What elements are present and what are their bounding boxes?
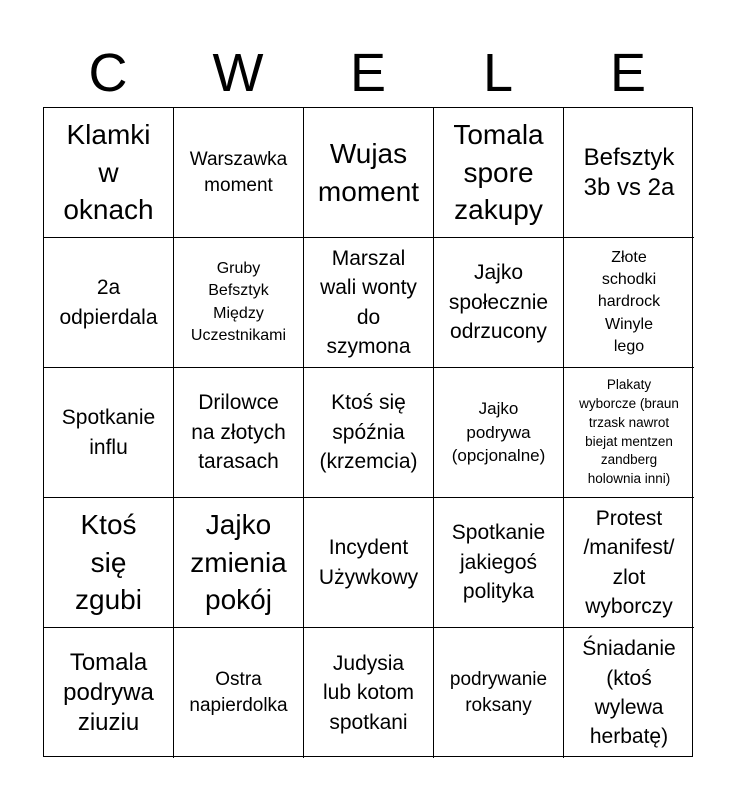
- bingo-cell[interactable]: Jajko podrywa (opcjonalne): [434, 368, 564, 498]
- bingo-cell[interactable]: Spotkanie jakiegoś polityka: [434, 498, 564, 628]
- bingo-cell[interactable]: Protest /manifest/ zlot wyborczy: [564, 498, 694, 628]
- header-letter: L: [482, 43, 514, 103]
- header-letter: W: [212, 43, 264, 103]
- bingo-cell[interactable]: Befsztyk 3b vs 2a: [564, 108, 694, 238]
- bingo-cell[interactable]: 2a odpierdala: [44, 238, 174, 368]
- bingo-cell[interactable]: Gruby Befsztyk Między Uczestnikami: [174, 238, 304, 368]
- bingo-cell[interactable]: Tomala spore zakupy: [434, 108, 564, 238]
- bingo-cell[interactable]: Tomala podrywa ziuziu: [44, 628, 174, 758]
- header-letter: E: [609, 43, 647, 103]
- bingo-cell[interactable]: Ktoś się spóźnia (krzemcia): [304, 368, 434, 498]
- bingo-cell[interactable]: Drilowce na złotych tarasach: [174, 368, 304, 498]
- bingo-cell[interactable]: Wujas moment: [304, 108, 434, 238]
- bingo-cell[interactable]: Judysia lub kotom spotkani: [304, 628, 434, 758]
- bingo-cell[interactable]: Klamki w oknach: [44, 108, 174, 238]
- bingo-cell[interactable]: Ostra napierdolka: [174, 628, 304, 758]
- bingo-cell[interactable]: Marszal wali wonty do szymona: [304, 238, 434, 368]
- bingo-cell[interactable]: Jajko zmienia pokój: [174, 498, 304, 628]
- bingo-cell[interactable]: Ktoś się zgubi: [44, 498, 174, 628]
- bingo-cell[interactable]: Spotkanie influ: [44, 368, 174, 498]
- bingo-cell[interactable]: Warszawka moment: [174, 108, 304, 238]
- bingo-cell[interactable]: Incydent Używkowy: [304, 498, 434, 628]
- header-letter: C: [88, 43, 128, 103]
- header-letter: E: [349, 43, 387, 103]
- bingo-cell[interactable]: Plakaty wyborcze (braun trzask nawrot biejat mentzen zandberg holownia inni): [564, 368, 694, 498]
- bingo-header: [43, 40, 693, 106]
- bingo-cell[interactable]: podrywanie roksany: [434, 628, 564, 758]
- bingo-grid: [43, 107, 693, 757]
- bingo-cell[interactable]: Złote schodki hardrock Winyle lego: [564, 238, 694, 368]
- bingo-cell[interactable]: Jajko społecznie odrzucony: [434, 238, 564, 368]
- bingo-cell[interactable]: Śniadanie (ktoś wylewa herbatę): [582, 637, 676, 749]
